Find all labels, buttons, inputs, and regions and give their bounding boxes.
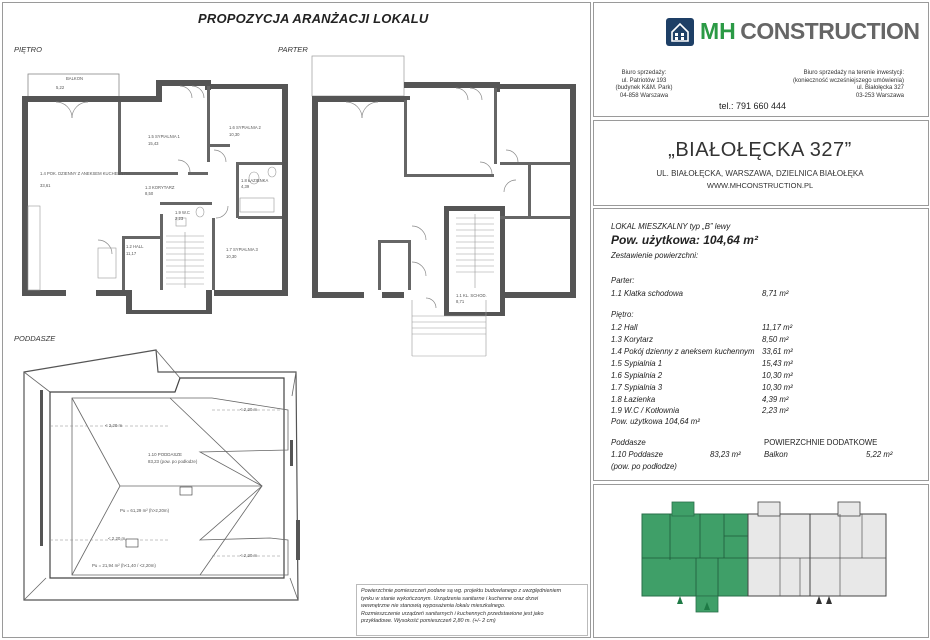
label-sypialnia2: 1.6 SYPIALNIA 2 bbox=[229, 125, 261, 130]
notes-box bbox=[356, 584, 588, 636]
balkon-name: Balkon bbox=[764, 450, 788, 459]
room-area: 15,43 m² bbox=[762, 359, 793, 368]
note-line: wewnętrzne nie stanowią wyposażenia lokalu mieszkalnego. bbox=[361, 603, 506, 609]
label-klatka: 1.1 KL. SCHOD. bbox=[456, 293, 487, 298]
label-height-3: < 2,20 m bbox=[108, 536, 126, 541]
contact-line: ul. Patriotów 193 bbox=[621, 77, 667, 84]
room-area: 2,23 m² bbox=[762, 406, 789, 415]
label-lazienka-area: 4,39 bbox=[241, 184, 250, 189]
company-logo bbox=[700, 18, 920, 45]
poddasze-area: 83,23 m² bbox=[710, 450, 741, 459]
floor-label-poddasze: PODDASZE bbox=[14, 334, 56, 343]
label-pokoj: 1.4 POK. DZIENNY Z ANEKSEM KUCHENNYM bbox=[40, 171, 130, 176]
label-wc: 1.9 W.C bbox=[175, 210, 190, 215]
label-sypialnia3-area: 10,30 bbox=[226, 254, 237, 259]
label-pokoj-area: 33,61 bbox=[40, 183, 51, 188]
label-korytarz: 1.3 KORYTARZ bbox=[145, 185, 175, 190]
room-name: 1.1 Klatka schodowa bbox=[611, 289, 683, 298]
label-poddasze-area: 83,23 (pow. po podłodze) bbox=[148, 459, 198, 464]
contact-line: 03-253 Warszawa bbox=[855, 92, 904, 99]
room-name: 1.6 Sypialnia 2 bbox=[611, 371, 663, 380]
summary-label: Zestawienie powierzchni: bbox=[611, 251, 699, 260]
floor-plan-poddasze bbox=[0, 340, 320, 640]
label-lazienka: 1.8 ŁAZIENKA bbox=[241, 178, 269, 183]
contact-line: ul. Białołęcka 327 bbox=[856, 85, 904, 91]
contact-line: Biuro sprzedaży: bbox=[621, 70, 667, 76]
page-title: PROPOZYCJA ARANŻACJI LOKALU bbox=[198, 11, 429, 26]
note-line: przykładowe. Wysokość pomieszczeń 2,80 m. (+/- 2 cm) bbox=[361, 618, 496, 624]
label-sypialnia2-area: 10,30 bbox=[229, 132, 240, 137]
poddasze-label: Poddasze bbox=[611, 438, 646, 447]
project-name: „BIAŁOŁĘCKA 327” bbox=[668, 139, 852, 161]
room-area: 33,61 m² bbox=[762, 347, 793, 356]
room-name: 1.4 Pokój dzienny z aneksem kuchennym bbox=[611, 347, 755, 356]
room-area: 4,39 m² bbox=[762, 395, 789, 404]
project-website[interactable]: WWW.MHCONSTRUCTION.PL bbox=[706, 181, 814, 190]
room-area: 10,30 m² bbox=[762, 371, 793, 380]
note-line: tynku w stanie wykończonym. Urządzenia sanitarne i kuchenne oraz drzwi bbox=[361, 595, 539, 602]
floor-label-pietro: PIĘTRO bbox=[14, 45, 42, 54]
room-name: 1.5 Sypialnia 1 bbox=[611, 359, 663, 368]
company-logo-icon bbox=[666, 18, 694, 46]
label-sypialnia1-area: 15,43 bbox=[148, 141, 159, 146]
label-klatka-area: 8,71 bbox=[456, 299, 465, 304]
contact-line: Biuro sprzedaży na terenie inwestycji: bbox=[803, 70, 904, 76]
label-poddasze: 1.10 PODDASZE bbox=[148, 452, 182, 457]
note-line: Powierzchnie pomieszczeń podane są wg. projektu budowlanego z uwzględnieniem bbox=[361, 588, 562, 594]
logo-mh: MH bbox=[700, 18, 736, 44]
note-line: Rozmieszczenie urządzeń sanitarnych i kuchennych przedstawione jest jako bbox=[361, 610, 544, 617]
label-korytarz-area: 8,50 bbox=[145, 191, 154, 196]
label-height-2: < 2,20 m bbox=[240, 407, 258, 412]
total-area: Pow. użytkowa 104,64 m² bbox=[611, 417, 700, 426]
site-plan-thumbnail bbox=[640, 500, 890, 620]
logo-construction: CONSTRUCTION bbox=[740, 18, 920, 44]
extra-areas-label: POWIERZCHNIE DODATKOWE bbox=[764, 438, 878, 447]
contact-right bbox=[792, 70, 904, 100]
label-pu1: Pu = 61,29 m² (h>2,20m) bbox=[120, 508, 170, 513]
contact-left bbox=[604, 70, 684, 100]
contact-line: (konieczność wcześniejszego umówienia) bbox=[792, 77, 904, 84]
floor-plan-parter bbox=[300, 50, 590, 360]
unit-area: Pow. użytkowa: 104,64 m² bbox=[611, 233, 758, 247]
floor-plan-pietro bbox=[0, 0, 300, 320]
label-balkon: BALKON bbox=[66, 76, 83, 81]
label-balkon-area: 5,22 bbox=[56, 85, 65, 90]
room-area: 11,17 m² bbox=[762, 323, 793, 332]
unit-type: LOKAL MIESZKALNY typ „B” lewy bbox=[611, 222, 731, 231]
label-height-1: < 2,20 m bbox=[105, 423, 123, 428]
poddasze-note: (pow. po podłodze) bbox=[611, 462, 677, 471]
project-address: UL. BIAŁOŁĘCKA, WARSZAWA, DZIELNICA BIAŁOŁĘKA bbox=[656, 169, 864, 178]
floor-label-parter: PARTER bbox=[278, 45, 308, 54]
pietro-label: Piętro: bbox=[611, 310, 634, 319]
contact-line: (budynek K&M. Park) bbox=[615, 85, 673, 91]
room-area: 8,71 m² bbox=[762, 289, 789, 298]
room-area: 8,50 m² bbox=[762, 335, 789, 344]
phone[interactable]: tel.: 791 660 444 bbox=[719, 101, 787, 111]
room-area: 10,30 m² bbox=[762, 383, 793, 392]
label-sypialnia1: 1.5 SYPIALNIA 1 bbox=[148, 134, 180, 139]
label-pu2: Pu = 21,94 m² (h<1,40 / <2,20m) bbox=[92, 563, 156, 568]
room-name: 1.8 Łazienka bbox=[611, 395, 656, 404]
label-sypialnia3: 1.7 SYPIALNIA 3 bbox=[226, 247, 258, 252]
room-name: 1.3 Korytarz bbox=[611, 335, 654, 344]
label-hall: 1.2 HALL bbox=[126, 244, 144, 249]
parter-label: Parter: bbox=[611, 276, 635, 285]
label-wc-area: 2,23 bbox=[175, 216, 184, 221]
label-hall-area: 11,17 bbox=[126, 251, 137, 256]
contact-line: 04-858 Warszawa bbox=[619, 92, 669, 99]
room-name: 1.9 W.C / Kotłownia bbox=[611, 406, 680, 415]
room-name: 1.7 Sypialnia 3 bbox=[611, 383, 663, 392]
label-height-4: < 2,20 m bbox=[240, 553, 258, 558]
room-name: 1.2 Hall bbox=[611, 323, 638, 332]
balkon-area: 5,22 m² bbox=[866, 450, 893, 459]
project-frame bbox=[593, 120, 929, 206]
poddasze-name: 1.10 Poddasze bbox=[611, 450, 664, 459]
